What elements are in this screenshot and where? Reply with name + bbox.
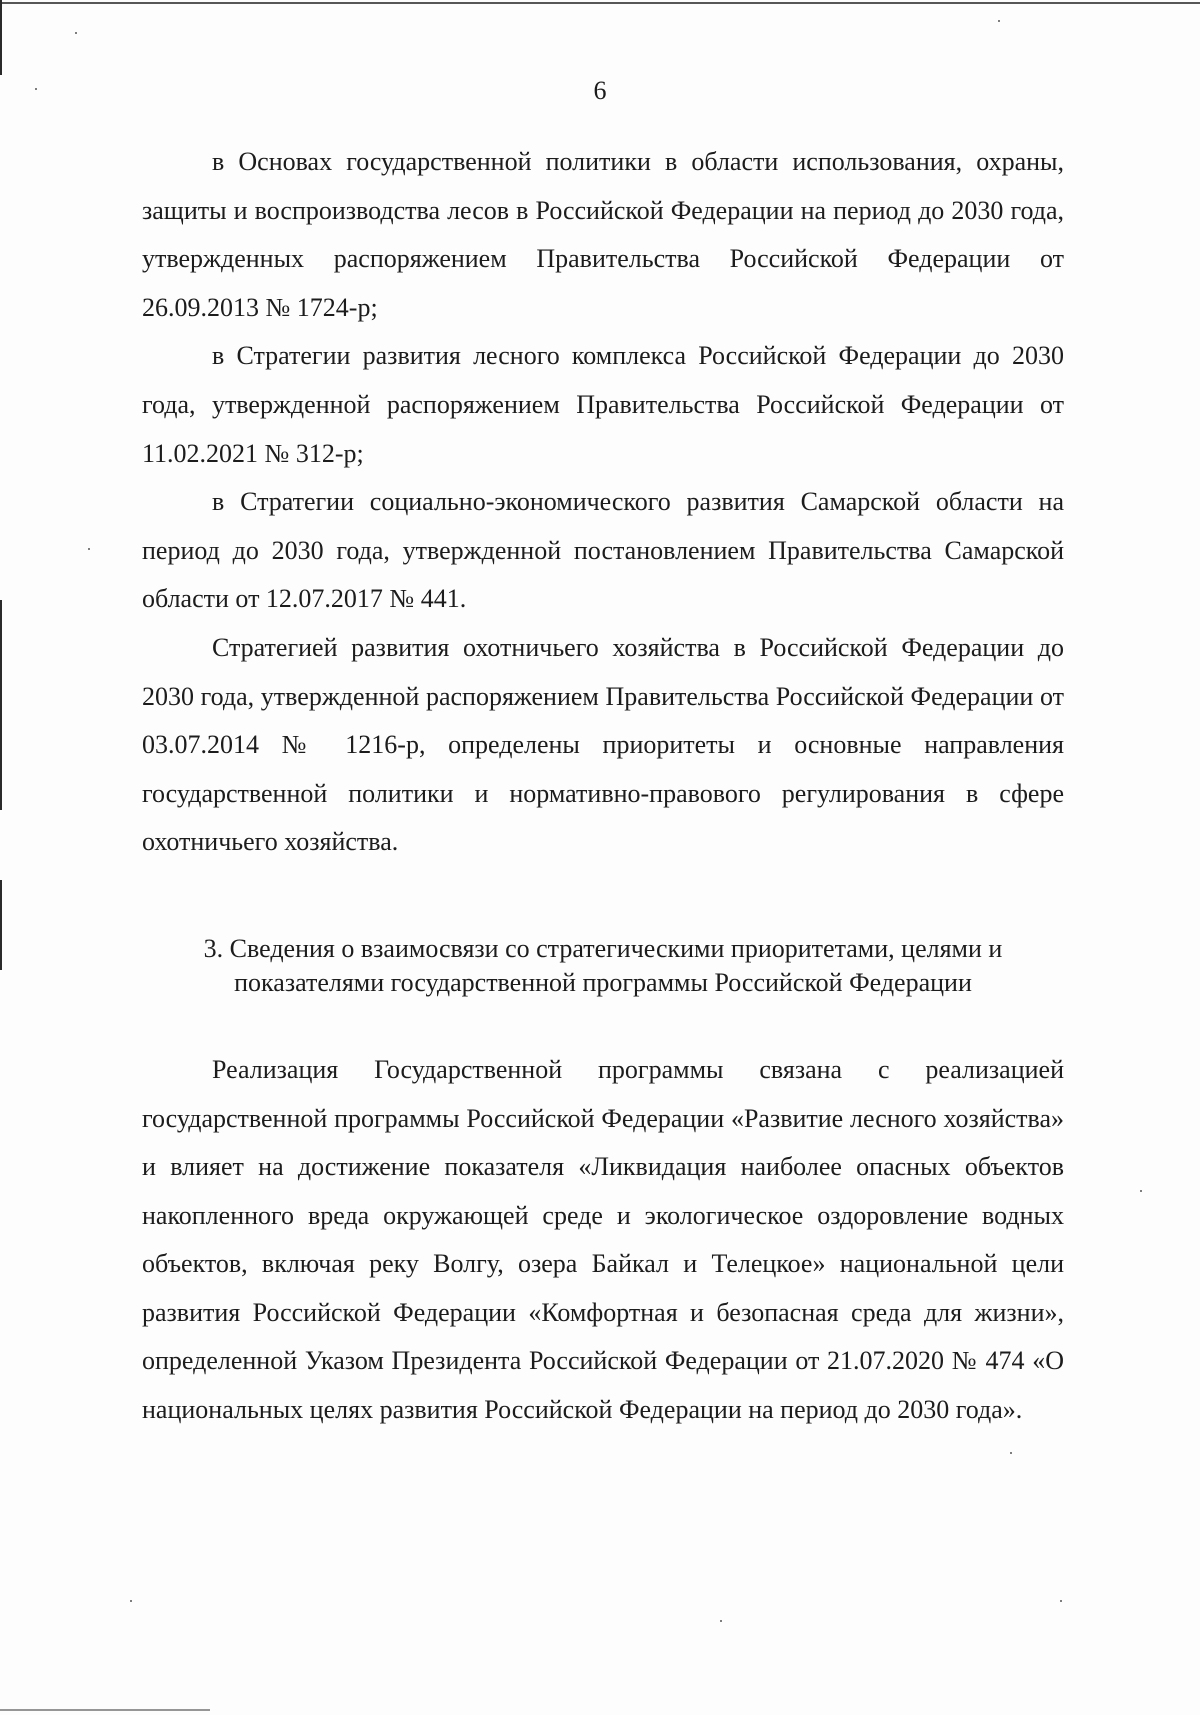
- document-body: [142, 138, 1064, 1435]
- scan-speck: [1140, 1190, 1142, 1192]
- scan-edge-left: [0, 880, 2, 970]
- paragraph-hunting-strategy: Стратегией развития охотничьего хозяйства в Российской Федерации до 2030 года, утвержденной распоряжением Правительства Российской Федерации от 03.07.2014 № 1216-р, определены приоритеты и основные направления государственной политики и нормативно-правового регулирования в сфере охотничьего хозяйства.: [142, 632, 1064, 857]
- scan-speck: [75, 32, 77, 34]
- scan-edge-top: [0, 2, 1200, 4]
- scan-edge-left: [0, 600, 2, 810]
- paragraph-program-linkage: Реализация Государственной программы связана с реализацией государственной программы Российской Федерации «Развитие лесного хозяйства» и влияет на достижение показателя «Ликвидация наиболее опасных объектов накопленного вреда окружающей среде и экологическое оздоровление водных объектов, включая реку Волгу, озера Байкал и Телецкое» национальной цели развития Российской Федерации «Комфортная и безопасная среда для жизни», определенной Указом Президента Российской Федерации от 21.07.2020 № 474 «О национальных целях развития Российской Федерации на период до 2030 года».: [142, 1054, 1064, 1425]
- scan-speck: [720, 1620, 722, 1622]
- section-heading: [142, 932, 1064, 1000]
- scan-speck: [88, 548, 90, 550]
- scan-speck: [1060, 1600, 1062, 1602]
- paragraph-forest-policy: в Основах государственной политики в области использования, охраны, защиты и воспроизводства лесов в Российской Федерации на период до 2030 года, утвержденных распоряжением Правительства Российской Федерации от 26.09.2013 № 1724-р;: [142, 147, 1064, 322]
- paragraph-forest-strategy: в Стратегии развития лесного комплекса Российской Федерации до 2030 года, утвержденной распоряжением Правительства Российской Федерации от 11.02.2021 № 312-р;: [142, 341, 1064, 468]
- scan-edge-left: [0, 0, 2, 75]
- paragraph-samara-strategy: в Стратегии социально-экономического развития Самарской области на период до 2030 года, утвержденной постановлением Правительства Самарской области от 12.07.2017 № 441.: [142, 487, 1064, 614]
- page-number: 6: [593, 76, 607, 105]
- scan-edge-bottom: [0, 1709, 210, 1711]
- scan-speck: [998, 20, 1000, 22]
- section-heading-line-2: показателями государственной программы Российской Федерации: [234, 967, 972, 997]
- scan-speck: [130, 1600, 132, 1602]
- scan-speck: [1010, 1452, 1012, 1454]
- section-heading-line-1: 3. Сведения о взаимосвязи со стратегическими приоритетами, целями и: [203, 933, 1003, 963]
